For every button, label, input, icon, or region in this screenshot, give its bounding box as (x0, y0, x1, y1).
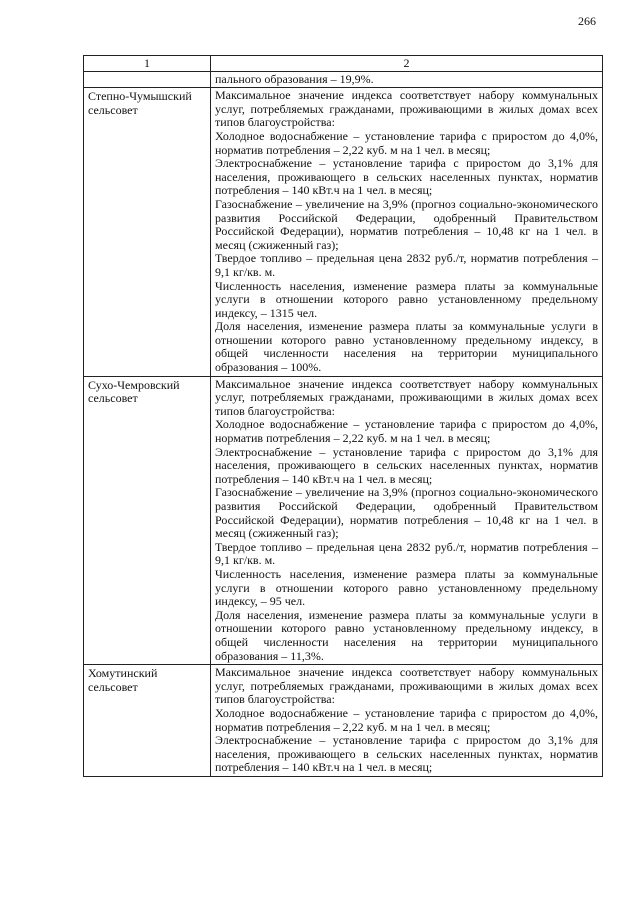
description-paragraph: Максимальное значение индекса соответствует набору коммунальных услуг, потребляемых гражданами, проживающими в жилых домах всех типов благоустройства: (215, 376, 598, 418)
description-paragraph: Доля населения, изменение размера платы за коммунальные услуги в отношении которого равно установленному предельному индексу, в общей численности населения на территории муниципального образования – 100%. (215, 319, 598, 375)
description-paragraph: Твердое топливо – предельная цена 2832 руб./т, норматив потребления – 9,1 кг/кв. м. (215, 539, 598, 568)
description-paragraph: Холодное водоснабжение – установление тарифа с приростом до 4,0%, норматив потребления – 2,22 куб. м на 1 чел. в месяц; (215, 128, 598, 157)
description-paragraph: Электроснабжение – установление тарифа с приростом до 3,1% для населения, проживающего в сельских населенных пунктах, норматив потребления – 140 кВт.ч на 1 чел. в месяц; (215, 444, 598, 486)
table-row (84, 88, 603, 376)
tariff-description (211, 665, 603, 777)
description-paragraph: Газоснабжение – увеличение на 3,9% (прогноз социально-экономического развития Российской Федерации, одобренный Правительством Российской Федерации), норматив потребления – 10,48 кг на 1 чел. в месяц (сжиженный газ); (215, 196, 598, 252)
description-paragraph: Газоснабжение – увеличение на 3,9% (прогноз социально-экономического развития Российской Федерации, одобренный Правительством Российской Федерации), норматив потребления – 10,48 кг на 1 чел. в месяц (сжиженный газ); (215, 485, 598, 541)
page-number: 266 (578, 14, 596, 28)
municipality-name: Хомутинский сельсовет (84, 665, 211, 777)
municipality-name: Степно-Чумышский сельсовет (84, 88, 211, 376)
table-row (84, 376, 603, 664)
description-paragraph: Твердое топливо – предельная цена 2832 руб./т, норматив потребления – 9,1 кг/кв. м. (215, 251, 598, 279)
tariff-description (211, 71, 603, 88)
description-paragraph: Электроснабжение – установление тарифа с приростом до 3,1% для населения, проживающего в сельских населенных пунктах, норматив потребления – 140 кВт.ч на 1 чел. в месяц; (215, 156, 598, 198)
description-paragraph: Электроснабжение – установление тарифа с приростом до 3,1% для населения, проживающего в сельских населенных пунктах, норматив потребления – 140 кВт.ч на 1 чел. в месяц; (215, 733, 598, 775)
document-table (83, 55, 603, 777)
table-row (84, 665, 603, 777)
description-paragraph: Доля населения, изменение размера платы за коммунальные услуги в отношении которого равно установленному предельному индексу, в общей численности населения на территории муниципального образования – 11,3%. (215, 607, 598, 663)
column-header-2: 2 (211, 56, 603, 72)
table-header-row (84, 56, 603, 72)
description-paragraph: Максимальное значение индекса соответствует набору коммунальных услуг, потребляемых гражданами, проживающими в жилых домах всех типов благоустройства: (215, 665, 598, 707)
tariff-description (211, 376, 603, 664)
column-header-1: 1 (84, 56, 211, 72)
municipality-name: Сухо-Чемровский сельсовет (84, 376, 211, 664)
description-paragraph: Численность населения, изменение размера платы за коммунальные услуги в отношении которого равно установленному предельному индексу, – 95 чел. (215, 566, 598, 609)
municipality-name (84, 71, 211, 88)
description-paragraph: Численность населения, изменение размера платы за коммунальные услуги в отношении которого равно установленному предельному индексу, – 1315 чел. (215, 278, 598, 320)
table-body (84, 71, 603, 776)
table-row (84, 71, 603, 88)
description-paragraph: Холодное водоснабжение – установление тарифа с приростом до 4,0%, норматив потребления – 2,22 куб. м на 1 чел. в месяц; (215, 705, 598, 734)
description-paragraph: Максимальное значение индекса соответствует набору коммунальных услуг, потребляемых гражданами, проживающими в жилых домах всех типов благоустройства: (215, 88, 598, 130)
description-paragraph: Холодное водоснабжение – установление тарифа с приростом до 4,0%, норматив потребления – 2,22 куб. м на 1 чел. в месяц; (215, 417, 598, 446)
tariff-description (211, 88, 603, 376)
description-paragraph: пального образования – 19,9%. (215, 71, 374, 86)
